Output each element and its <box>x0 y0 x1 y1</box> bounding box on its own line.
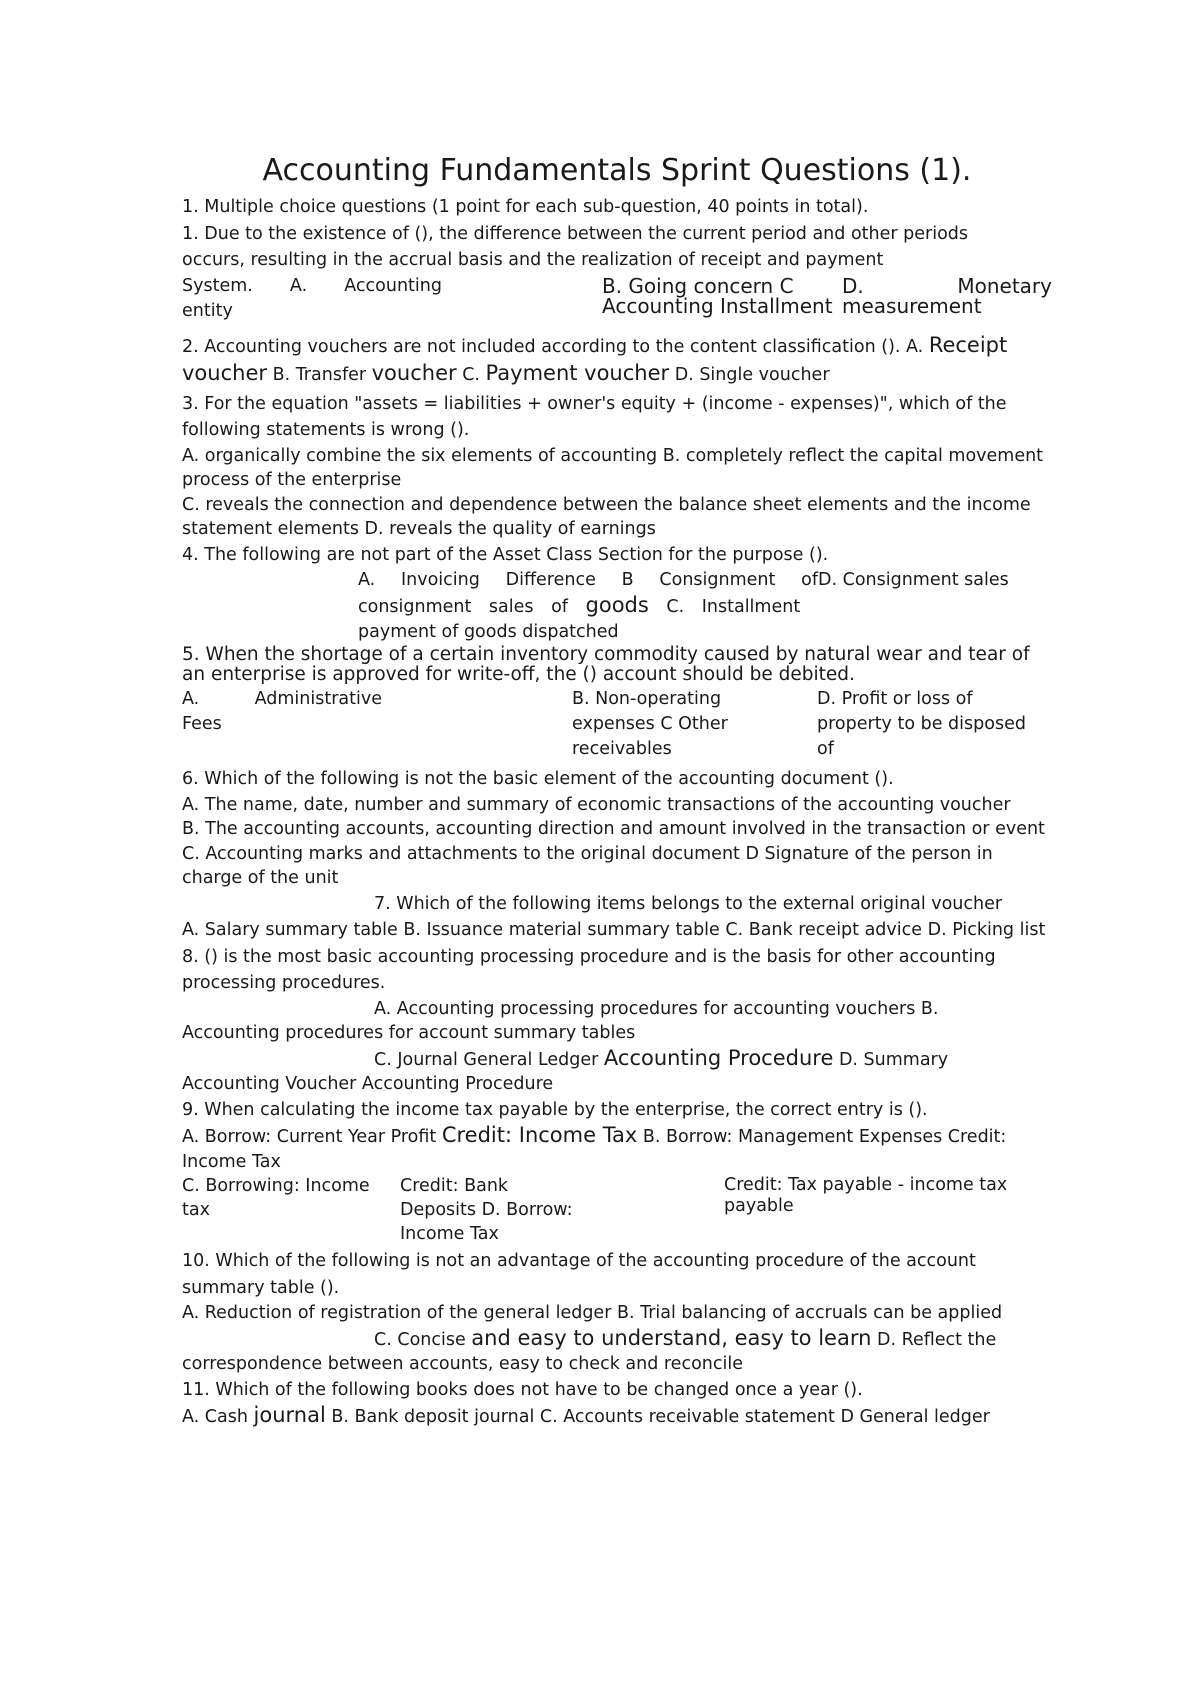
question-6-stem: 6. Which of the following is not the basic element of the accounting document (). <box>182 769 894 789</box>
question-9-stem: 9. When calculating the income tax payable by the enterprise, the correct entry is (). <box>182 1099 928 1120</box>
q1-option-a-text-cont: entity <box>182 300 233 321</box>
q5-option-d: D. Profit or loss of property to be disposed of <box>817 689 1026 759</box>
q9-option-c-credit-and-d: Credit: Bank Deposits D. Borrow: Income Tax <box>400 1176 573 1244</box>
section-heading: 1. Multiple choice questions (1 point for each sub-question, 40 points in total). <box>182 197 869 217</box>
q1-option-a-text: Accounting <box>344 275 442 296</box>
q5-option-a-text: Administrative <box>254 689 382 709</box>
question-6-option-b: B. The accounting accounts, accounting direction and amount involved in the transaction or event <box>182 819 1045 839</box>
question-2: 2. Accounting vouchers are not included according to the content classification (). A. Receipt voucher B. Transfer voucher C. Payment voucher D. Single voucher <box>182 332 1008 385</box>
question-6-option-cd: C. Accounting marks and attachments to the original document D Signature of the person in charge of the unit <box>182 843 993 888</box>
question-9-options-ab-cont: Income Tax <box>182 1151 281 1172</box>
question-7-stem: 7. Which of the following items belongs to the external original voucher <box>374 893 1003 914</box>
question-10-stem: 10. Which of the following is not an advantage of the accounting procedure of the account summary table (). <box>182 1251 976 1298</box>
question-8-stem: 8. () is the most basic accounting processing procedure and is the basis for other accounting processing procedures. <box>182 946 996 993</box>
question-6-option-a: A. The name, date, number and summary of economic transactions of the accounting voucher <box>182 794 1011 815</box>
q1-option-b-c: B. Going concern C Accounting Installment <box>602 273 833 318</box>
q1-system-word: System. <box>182 275 253 296</box>
question-8-options-line3: C. Journal General Ledger Accounting Procedure D. Summary <box>374 1045 949 1070</box>
question-3-options-ab: A. organically combine the six elements of accounting B. completely reflect the capital movement process of the enterprise <box>182 445 1044 490</box>
question-8-options-line4: Accounting Voucher Accounting Procedure <box>182 1074 554 1094</box>
question-3-options-cd: C. reveals the connection and dependence between the balance sheet elements and the income statement elements D. reveals the quality of earnings <box>182 494 1031 539</box>
q4-option-d: D. Consignment sales <box>818 570 1009 590</box>
q5-option-b-c: B. Non-operating expenses C Other receivables <box>572 689 728 759</box>
question-5-stem: 5. When the shortage of a certain inventory commodity caused by natural wear and tear of an enterprise is approved for write-off, the () account should be debited. <box>182 644 1030 685</box>
question-4-options <box>182 568 1052 645</box>
question-10-options-ab: A. Reduction of registration of the general ledger B. Trial balancing of accruals can be applied <box>182 1303 1003 1323</box>
question-11-stem: 11. Which of the following books does not have to be changed once a year (). <box>182 1379 863 1400</box>
q4-options-line3: payment of goods dispatched <box>358 622 619 642</box>
q1-option-d-letter: D. <box>842 273 864 298</box>
q4-options-line1: A. Invoicing Difference B Consignment of <box>358 570 818 590</box>
question-1-options <box>182 274 1052 324</box>
question-9-options-ab: A. Borrow: Current Year Profit Credit: Income Tax B. Borrow: Management Expenses Credit: <box>182 1123 1007 1147</box>
q1-option-d-text-cont: measurement <box>842 293 982 318</box>
question-9-options-cd <box>182 1174 1052 1246</box>
question-11-options: A. Cash journal B. Bank deposit journal C. Accounts receivable statement D General ledger <box>182 1403 990 1427</box>
q1-option-d-text: Monetary <box>957 273 1052 298</box>
document-body <box>182 150 1052 1430</box>
q5-option-a-letter: A. <box>182 689 200 709</box>
q1-option-a-letter: A. <box>289 275 308 296</box>
q9-option-c: C. Borrowing: Income tax <box>182 1176 370 1220</box>
question-1-stem-line1: 1. Due to the existence of (), the difference between the current period and other periods <box>182 223 968 244</box>
page-title: Accounting Fundamentals Sprint Questions (1). <box>262 153 972 188</box>
q9-option-d-credit: Credit: Tax payable - income tax payable <box>724 1175 1008 1216</box>
question-10-options-cd-cont: correspondence between accounts, easy to check and reconcile <box>182 1354 743 1374</box>
question-10-options-cd: C. Concise and easy to understand, easy to learn D. Reflect the <box>374 1325 997 1350</box>
q4-options-line2: consignment sales of goods C. Installment <box>358 593 801 617</box>
question-7-options: A. Salary summary table B. Issuance material summary table C. Bank receipt advice D. Picking list <box>182 920 1046 940</box>
question-1-stem-line2: occurs, resulting in the accrual basis and the realization of receipt and payment <box>182 250 884 270</box>
question-5-options <box>182 687 1052 762</box>
question-3-stem: 3. For the equation "assets = liabilities + owner's equity + (income - expenses)", which of the following statements is wrong (). <box>182 393 1007 440</box>
question-8-options-line1: A. Accounting processing procedures for accounting vouchers B. <box>374 998 939 1019</box>
question-4-stem: 4. The following are not part of the Asset Class Section for the purpose (). <box>182 544 829 565</box>
q5-option-a-text-cont: Fees <box>182 714 222 734</box>
question-8-options-line2: Accounting procedures for account summary tables <box>182 1023 636 1043</box>
